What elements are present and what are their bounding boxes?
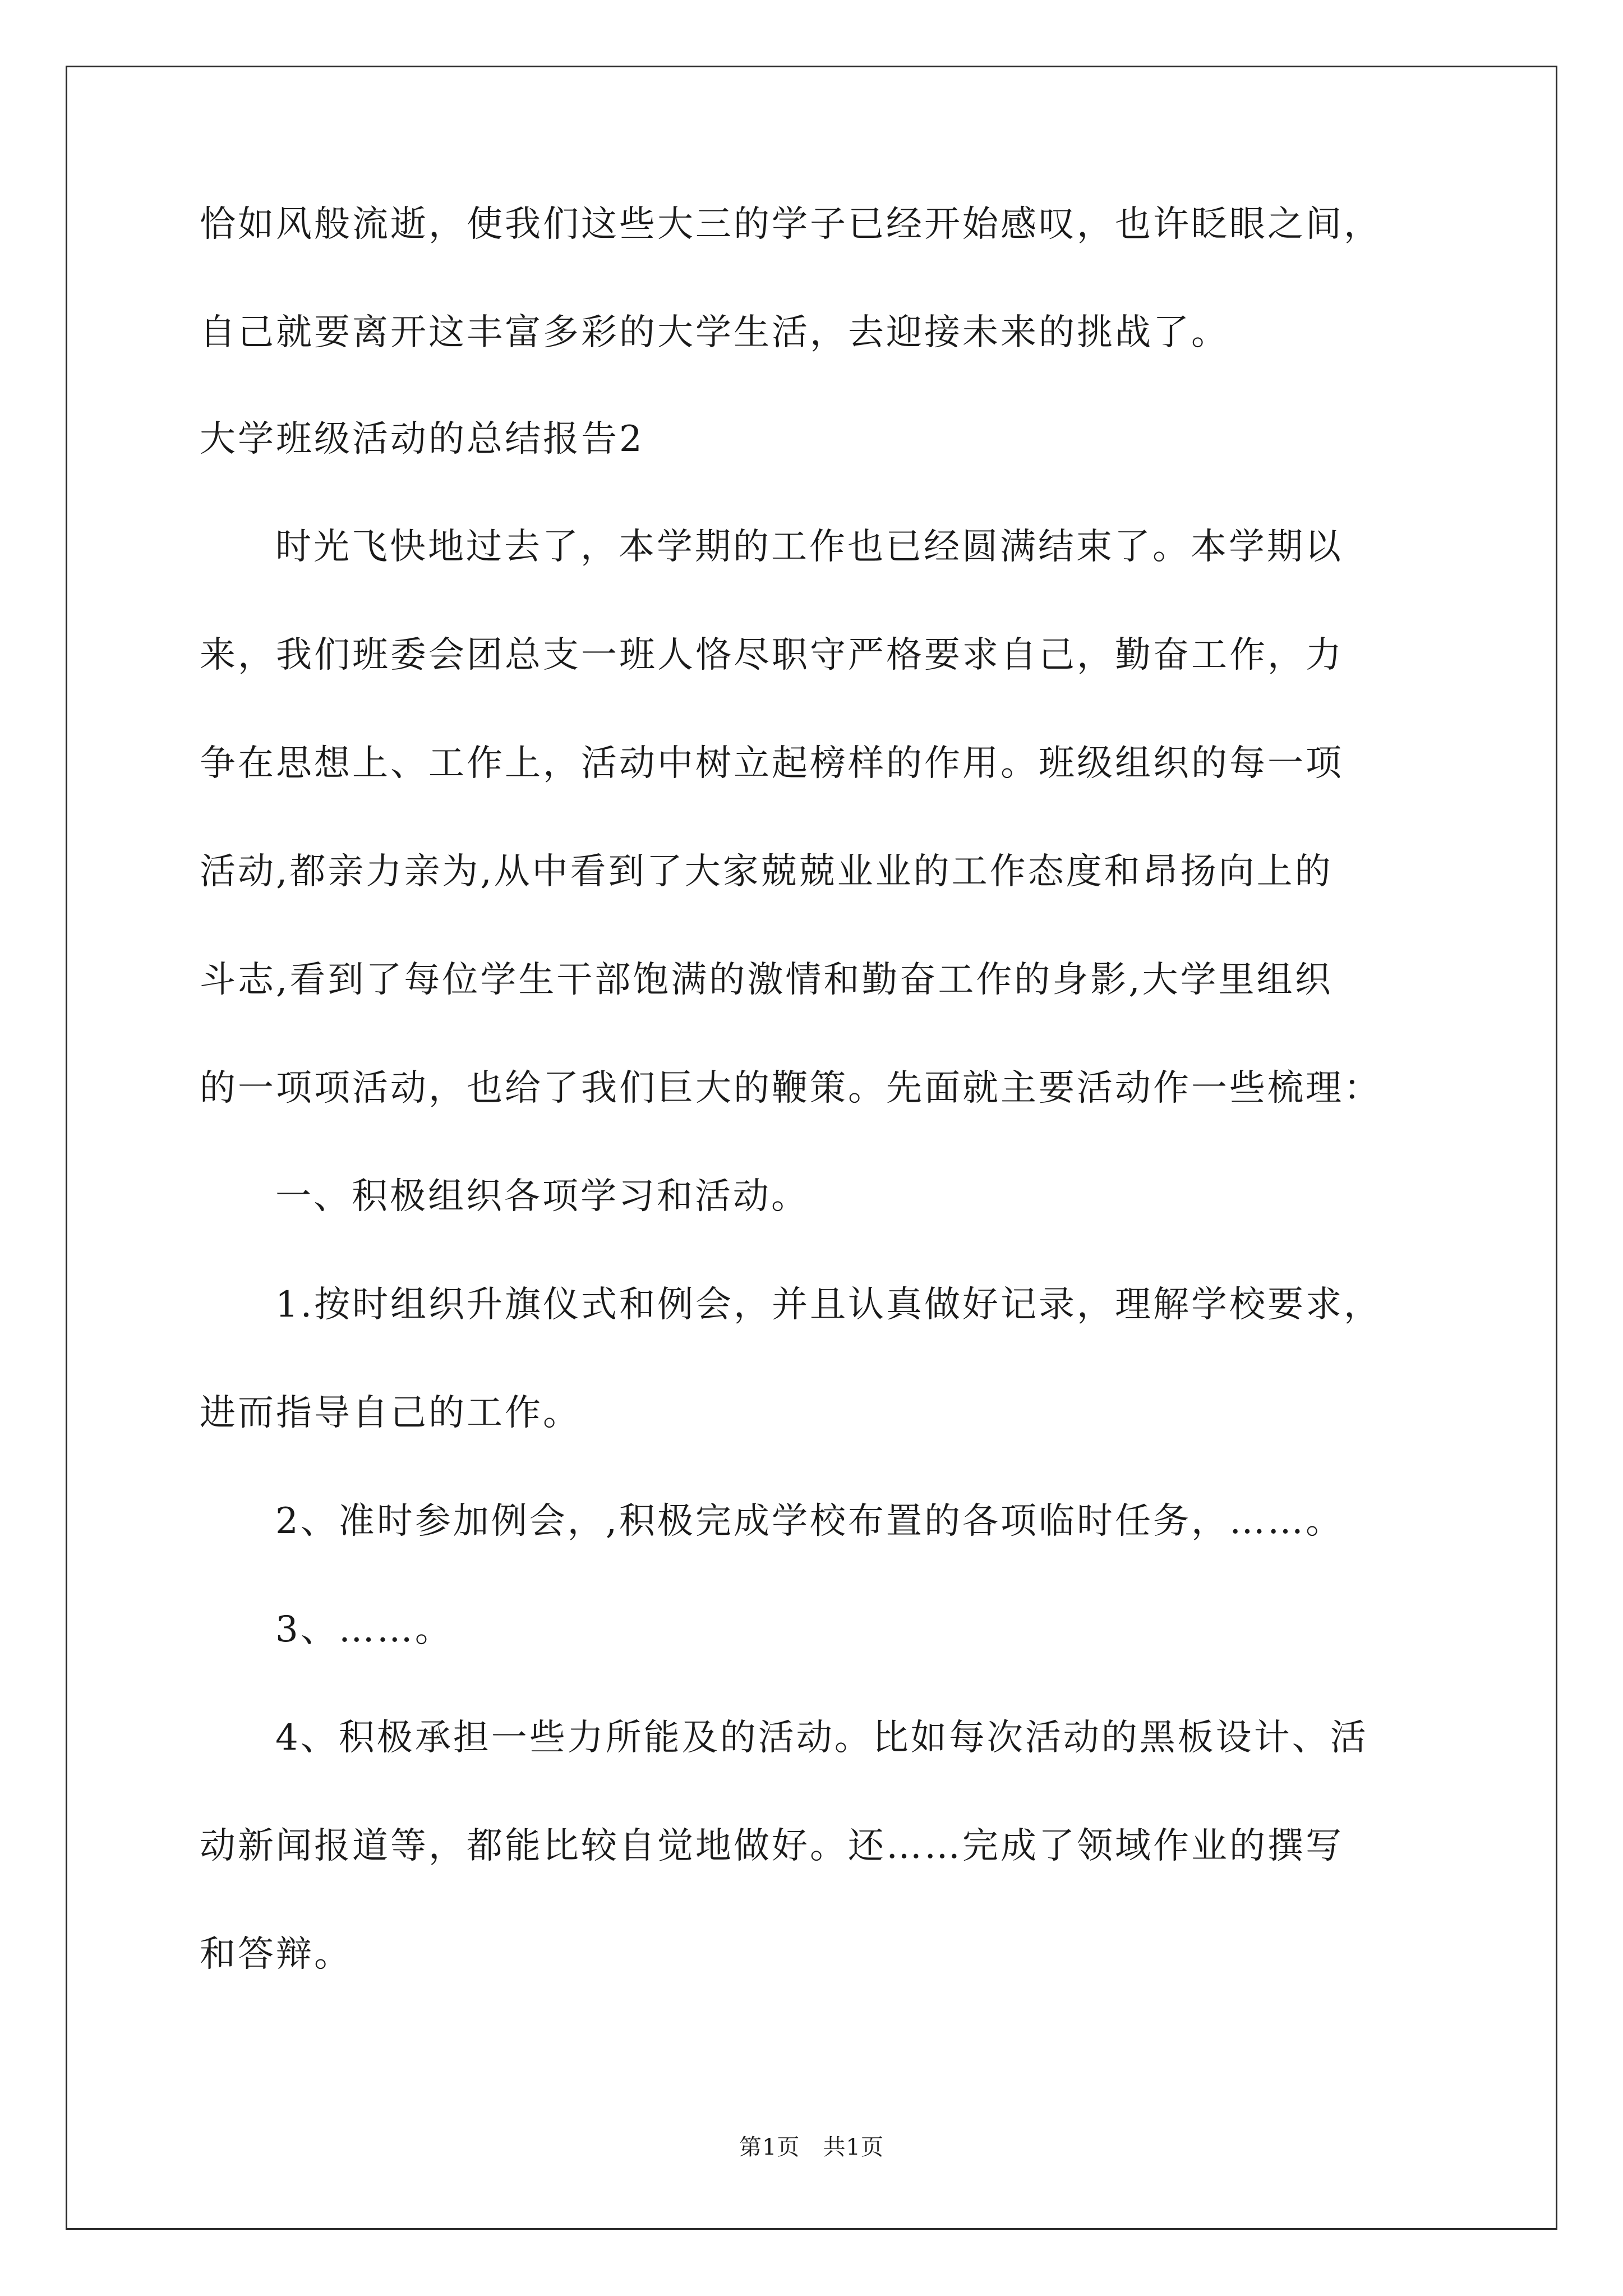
body-line-2: 自己就要离开这丰富多彩的大学生活，去迎接未来的挑战了。: [200, 312, 1229, 353]
section-heading: 大学班级活动的总结报告2: [200, 418, 644, 460]
list-item-1-cont: 进而指导自己的工作。: [200, 1392, 581, 1434]
body-line-6: 活动,都亲力亲为,从中看到了大家兢兢业业的工作态度和昂扬向上的: [200, 851, 1333, 892]
list-item-1: 1.按时组织升旗仪式和例会，并且认真做好记录，理解学校要求，: [275, 1284, 1382, 1326]
body-line-1: 恰如风般流逝，使我们这些大三的学子已经开始感叹，也许眨眼之间，: [200, 204, 1382, 245]
body-line-5: 争在思想上、工作上，活动中树立起榜样的作用。班级组织的每一项: [200, 743, 1344, 784]
body-line-8: 的一项项活动，也给了我们巨大的鞭策。先面就主要活动作一些梳理：: [200, 1068, 1382, 1109]
body-line-7: 斗志,看到了每位学生干部饱满的激情和勤奋工作的身影,大学里组织: [200, 959, 1333, 1001]
list-item-4: 4、积极承担一些力所能及的活动。比如每次活动的黑板设计、活: [275, 1717, 1368, 1759]
list-item-4-cont-2: 和答辩。: [200, 1934, 352, 1975]
body-line-3: 时光飞快地过去了，本学期的工作也已经圆满结束了。本学期以: [275, 526, 1343, 568]
list-item-3: 3、……。: [275, 1609, 453, 1650]
page-footer: 第1页 共1页: [739, 2134, 884, 2160]
document-body: [200, 202, 1433, 1977]
list-heading: 一、积极组织各项学习和活动。: [275, 1176, 809, 1217]
list-item-2: 2、准时参加例会，,积极完成学校布置的各项临时任务，……。: [275, 1501, 1344, 1542]
body-line-4: 来，我们班委会团总支一班人恪尽职守严格要求自己，勤奋工作，力: [200, 634, 1344, 676]
list-item-4-cont-1: 动新闻报道等，都能比较自觉地做好。还……完成了领域作业的撰写: [200, 1825, 1344, 1867]
